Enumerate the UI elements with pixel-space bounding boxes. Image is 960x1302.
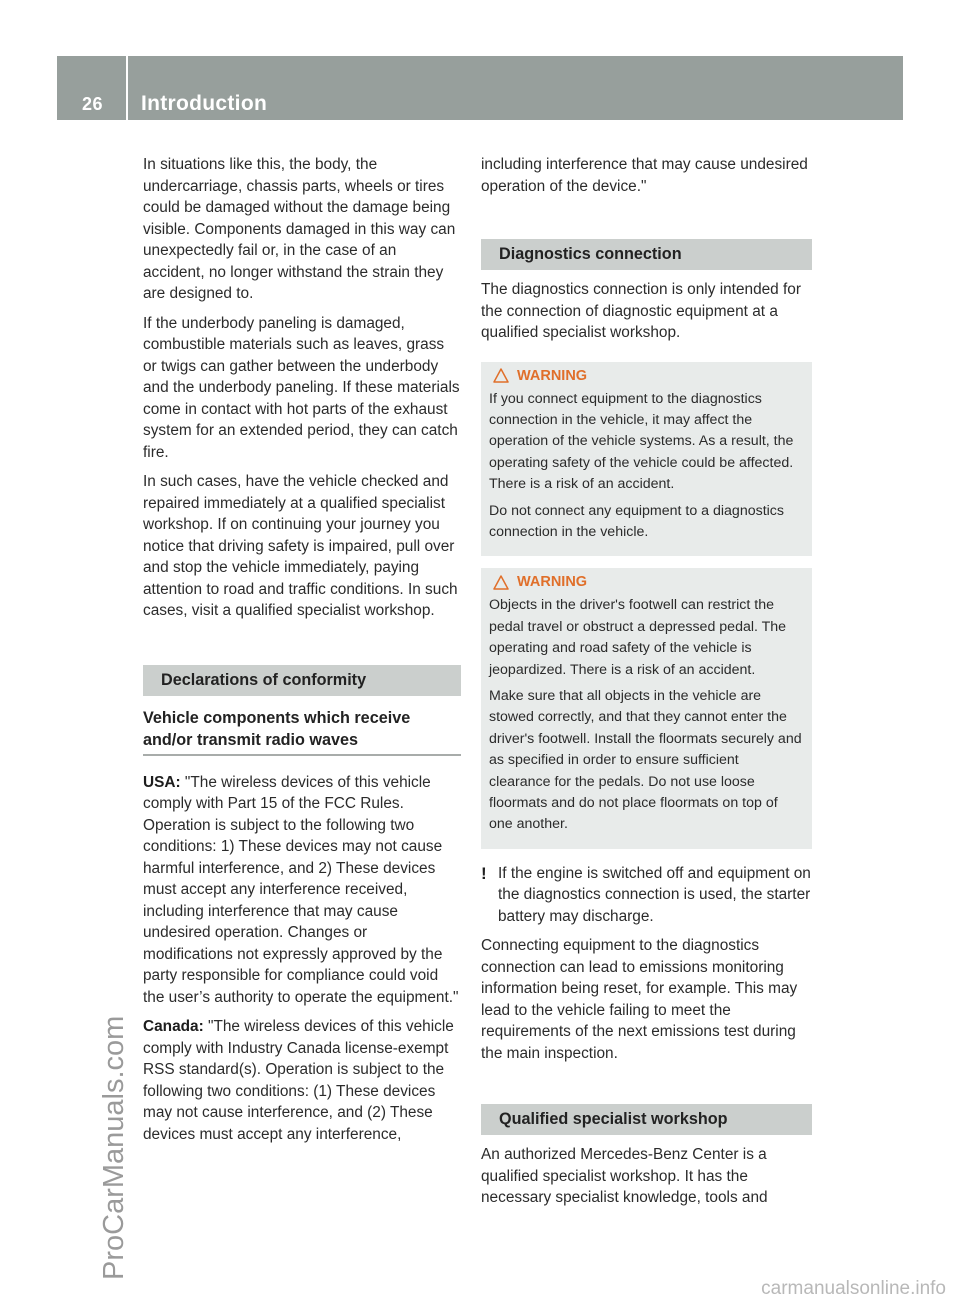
paragraph: Connecting equipment to the diagnostics connection can lead to emissions monitoring information being reset, for example. This may lead to the vehicle failing to meet the requirements of the next emissions test during the main inspection.: [481, 937, 798, 1062]
note-text: If the engine is switched off and equipment on the diagnostics connection is used, the starter battery may discharge.: [498, 864, 811, 925]
warning-box: [481, 568, 812, 848]
usa-paragraph: [143, 772, 461, 1009]
warning-header: [489, 574, 804, 590]
warning-triangle-icon: [493, 575, 509, 590]
subsection-heading-radio: Vehicle components which receive and/or transmit radio waves: [143, 707, 461, 756]
left-column: [143, 154, 461, 1153]
warning-text: Make sure that all objects in the vehicle are stowed correctly, and that they cannot enter the driver's footwell. Install the floormats securely and as specified in order to ensure sufficient clearance for the pedals. Do not use loose floormats and do not place floormats on top of one another.: [489, 687, 802, 833]
warning-header: [489, 368, 804, 384]
warning-triangle-icon: [493, 368, 509, 383]
section-heading-workshop: Qualified specialist workshop: [481, 1104, 812, 1135]
canada-paragraph: [143, 1016, 461, 1145]
paragraph: If the underbody paneling is damaged, combustible materials such as leaves, grass or twigs can gather between the underbody and the underbody paneling. If these materials come in contact with hot parts of the exhaust system for an extended period, they can catch fire.: [143, 314, 460, 461]
right-column: [481, 154, 812, 1217]
paragraph: including interference that may cause undesired operation of the device.": [481, 156, 808, 195]
side-watermark: ProCarManuals.com: [98, 1015, 130, 1280]
canada-text: "The wireless devices of this vehicle comply with Industry Canada license-exempt RSS standard(s). Operation is subject to the following two conditions: (1) These devices may not cause interference, and (2) These devices must accept any interference,: [143, 1018, 454, 1143]
usa-label: USA:: [143, 773, 181, 791]
paragraph: In situations like this, the body, the undercarriage, chassis parts, wheels or tires could be damaged without the damage being visible. Components damaged in this way can unexpectedly fail or, in the case of an accident, no longer withstand the strain they are designed to.: [143, 156, 456, 302]
exclamation-icon: !: [481, 863, 487, 883]
warning-label: WARNING: [517, 574, 588, 591]
paragraph: An authorized Mercedes-Benz Center is a qualified specialist workshop. It has the necessary specialist knowledge, tools and: [481, 1146, 768, 1207]
warning-text: If you connect equipment to the diagnostics connection in the vehicle, it may affect the operation of the vehicle systems. As a result, the operating safety of the vehicle could be affected. There is a risk of an accident.: [489, 390, 794, 493]
paragraph: In such cases, have the vehicle checked and repaired immediately at a qualified specialist workshop. If on continuing your journey you notice that driving safety is impaired, pull over and stop the vehicle immediately, paying attention to road and traffic conditions. In such cases, visit a qualified specialist workshop.: [143, 473, 458, 619]
section-heading-diagnostics: Diagnostics connection: [481, 239, 812, 270]
warning-label: WARNING: [517, 367, 588, 384]
chapter-title: Introduction: [141, 92, 268, 115]
page-number: 26: [82, 94, 104, 114]
canada-label: Canada:: [143, 1018, 204, 1035]
warning-box: [481, 362, 812, 557]
usa-text: "The wireless devices of this vehicle comply with Part 15 of the FCC Rules. Operation is subject to the following two conditions: 1) These devices may not cause harmful interference, and 2) These devices must accept any interference received, including interference that may cause undesired operation. Changes or modifications not expressly approved by the party responsible for compliance could void the user’s authority to operate the equipment.": [143, 773, 459, 1006]
section-heading-declarations: Declarations of conformity: [143, 665, 461, 696]
warning-text: Do not connect any equipment to a diagnostics connection in the vehicle.: [489, 502, 784, 540]
header-divider: [126, 56, 128, 120]
paragraph: The diagnostics connection is only intended for the connection of diagnostic equipment at a qualified specialist workshop.: [481, 281, 801, 341]
note-paragraph: [481, 863, 812, 928]
warning-text: Objects in the driver's footwell can restrict the pedal travel or obstruct a depressed pedal. The operating and road safety of the vehicle is jeopardized. There is a risk of an accident.: [489, 597, 787, 678]
footer-watermark: carmanualsonline.info: [761, 1278, 946, 1299]
